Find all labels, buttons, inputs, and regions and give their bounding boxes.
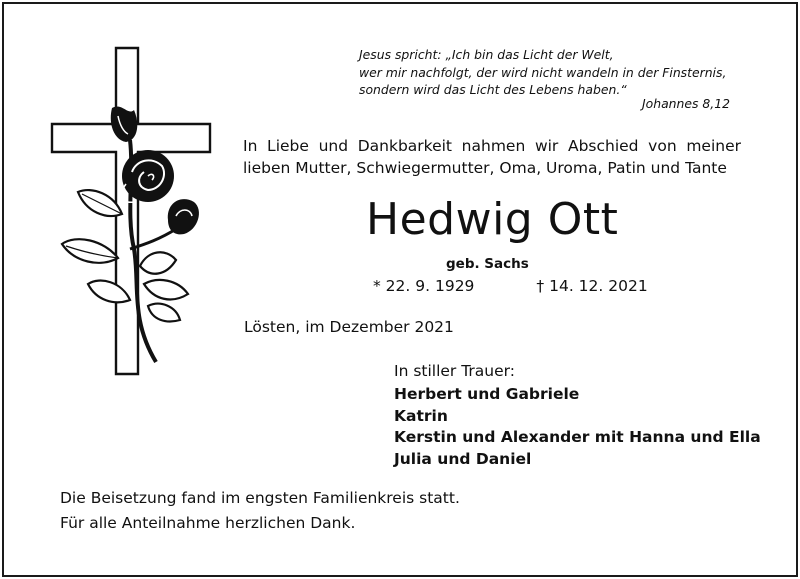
bible-quote-line: sondern wird das Licht des Lebens haben.“ bbox=[359, 82, 627, 97]
life-dates bbox=[373, 277, 648, 295]
bible-quote-line: wer mir nachfolgt, der wird nicht wandeln in der Finsternis, bbox=[359, 64, 727, 80]
death-date: † 14. 12. 2021 bbox=[536, 277, 648, 295]
footer-line: Für alle Anteilnahme herzlichen Dank. bbox=[60, 514, 356, 532]
footer-text bbox=[60, 486, 460, 536]
family-list bbox=[394, 384, 761, 470]
footer-line: Die Beisetzung fand im engsten Familienkreis statt. bbox=[60, 489, 460, 507]
deceased-name: Hedwig Ott bbox=[366, 194, 619, 245]
intro-text: In Liebe und Dankbarkeit nahmen wir Abschied von meiner lieben Mutter, Schwiegermutter, Oma, Uroma, Patin und Tante bbox=[243, 137, 741, 177]
family-member: Kerstin und Alexander mit Hanna und Ella bbox=[394, 428, 761, 446]
family-member: Herbert und Gabriele bbox=[394, 385, 580, 403]
cross-with-roses-icon bbox=[48, 44, 213, 384]
family-member: Julia und Daniel bbox=[394, 449, 532, 468]
bible-reference: Johannes 8,12 bbox=[642, 96, 730, 111]
maiden-name: geb. Sachs bbox=[446, 256, 529, 272]
mourning-label: In stiller Trauer: bbox=[394, 362, 515, 380]
bible-quote bbox=[359, 46, 726, 99]
place-date: Lösten, im Dezember 2021 bbox=[244, 318, 454, 336]
bible-quote-line: Jesus spricht: „Ich bin das Licht der Welt, bbox=[359, 47, 614, 62]
family-member: Katrin bbox=[394, 406, 448, 425]
birth-date: * 22. 9. 1929 bbox=[373, 277, 475, 295]
